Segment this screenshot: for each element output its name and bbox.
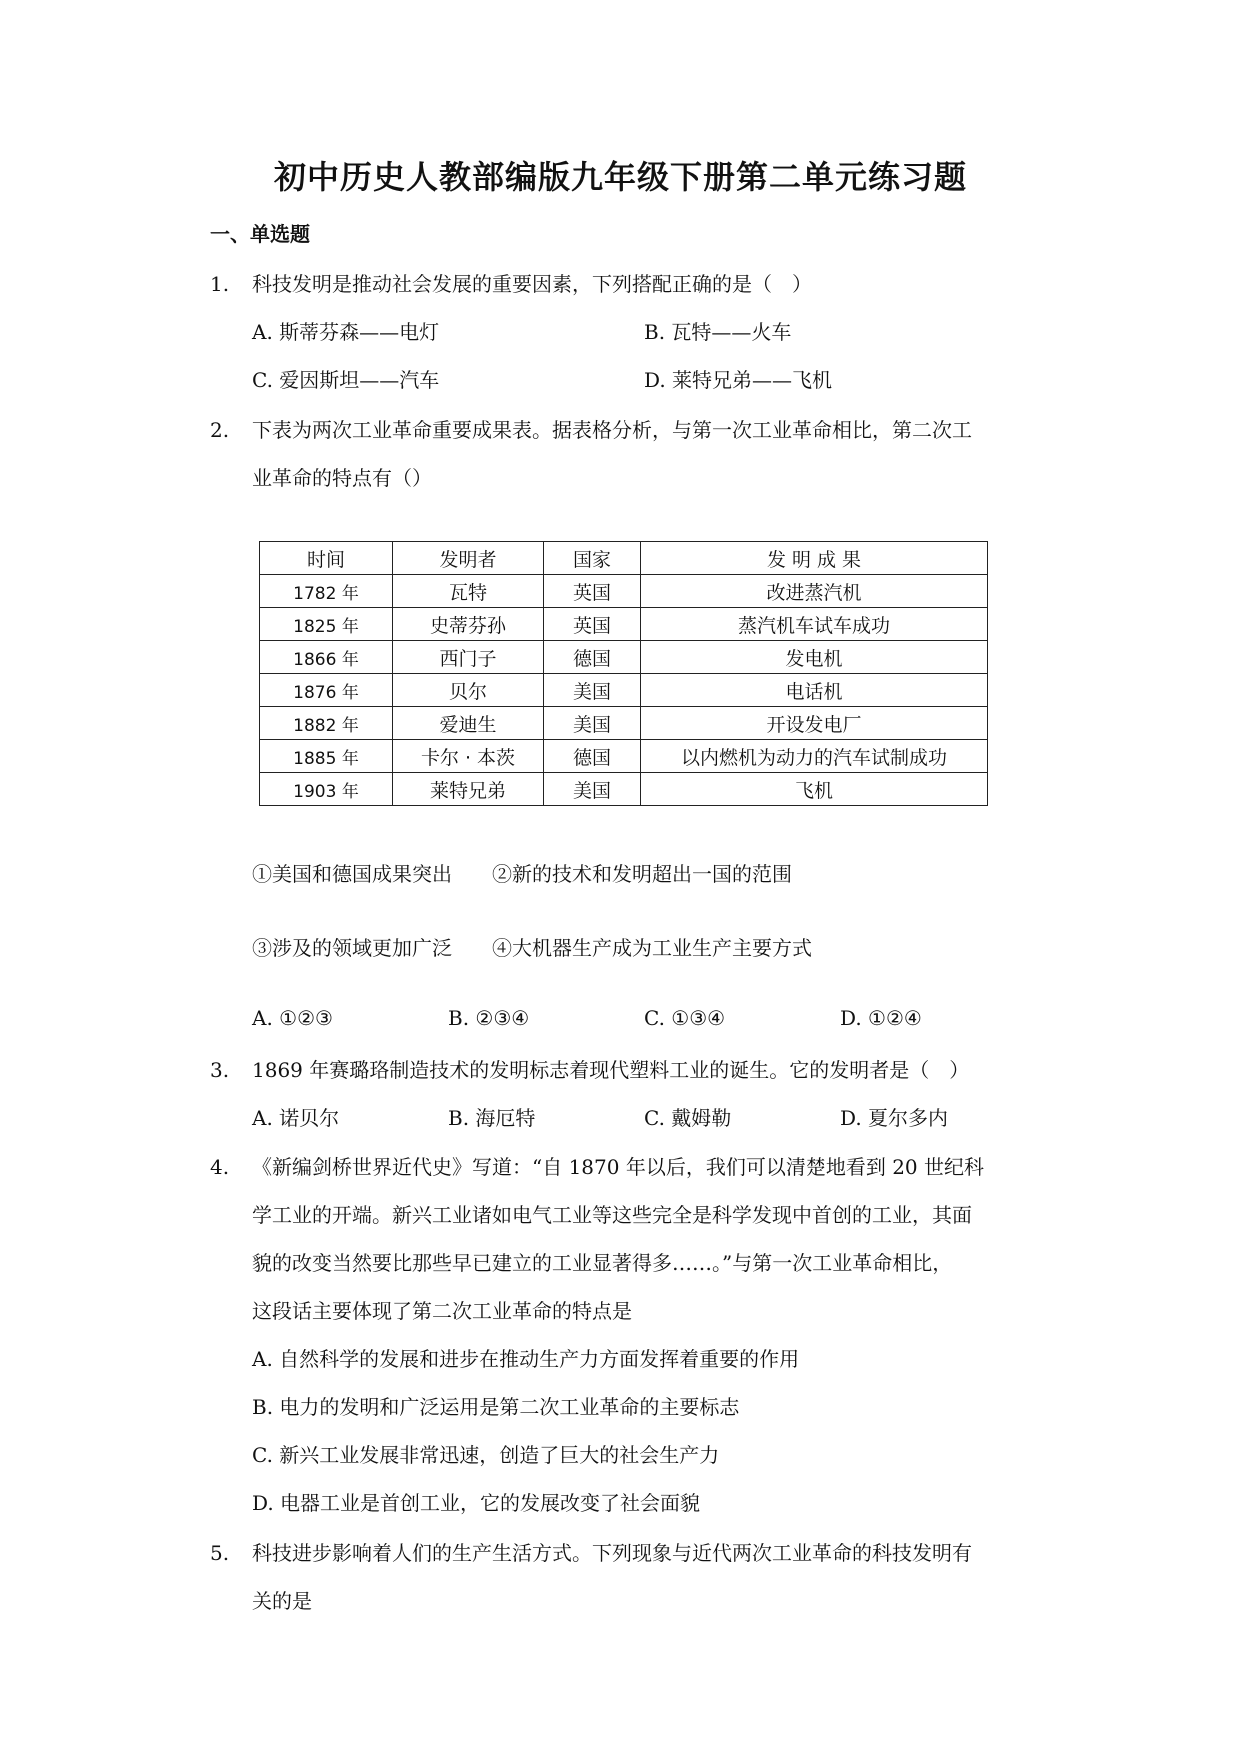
question-4-stem-line-1: 《新编剑桥世界近代史》写道：“自 1870 年以后，我们可以清楚地看到 20 世纪科 [252, 1155, 985, 1179]
table-cell: 1903 年 [260, 773, 393, 806]
q3-option-d: D. 夏尔多内 [840, 1106, 949, 1130]
question-number-4: 4. [210, 1155, 230, 1179]
table-header-country: 国家 [544, 542, 641, 575]
q1-option-c: C. 爱因斯坦——汽车 [252, 368, 440, 392]
document-title: 初中历史人教部编版九年级下册第二单元练习题 [273, 158, 967, 196]
table-cell: 改进蒸汽机 [641, 575, 988, 608]
question-5-stem-line-1: 科技进步影响着人们的生产生活方式。下列现象与近代两次工业革命的科技发明有 [252, 1541, 972, 1565]
q2-option-a: A. ①②③ [252, 1006, 333, 1030]
question-number-2: 2. [210, 418, 230, 442]
q1-option-a: A. 斯蒂芬森——电灯 [252, 320, 440, 344]
table-cell: 1782 年 [260, 575, 393, 608]
table-cell: 卡尔 · 本茨 [393, 740, 544, 773]
q4-option-c: C. 新兴工业发展非常迅速，创造了巨大的社会生产力 [252, 1443, 720, 1467]
question-3-stem: 1869 年赛璐珞制造技术的发明标志着现代塑料工业的诞生。它的发明者是（ ） [252, 1058, 970, 1082]
table-cell: 1866 年 [260, 641, 393, 674]
q3-option-b: B. 海厄特 [448, 1106, 536, 1130]
q1-option-d: D. 莱特兄弟——飞机 [644, 368, 833, 392]
table-cell: 开设发电厂 [641, 707, 988, 740]
table-header-row [260, 542, 988, 575]
table-cell: 美国 [544, 674, 641, 707]
table-cell: 贝尔 [393, 674, 544, 707]
table-cell: 爱迪生 [393, 707, 544, 740]
table-cell: 莱特兄弟 [393, 773, 544, 806]
q4-option-b: B. 电力的发明和广泛运用是第二次工业革命的主要标志 [252, 1395, 740, 1419]
table-cell: 德国 [544, 641, 641, 674]
table-row [260, 674, 988, 707]
question-number-1: 1. [210, 272, 230, 296]
table-row [260, 575, 988, 608]
q1-option-b: B. 瓦特——火车 [644, 320, 792, 344]
q2-option-c: C. ①③④ [644, 1006, 726, 1030]
table-cell: 瓦特 [393, 575, 544, 608]
table-cell: 英国 [544, 575, 641, 608]
table-cell: 英国 [544, 608, 641, 641]
table-cell: 西门子 [393, 641, 544, 674]
table-cell: 蒸汽机车试车成功 [641, 608, 988, 641]
table-cell: 美国 [544, 707, 641, 740]
question-4-stem-line-4: 这段话主要体现了第二次工业革命的特点是 [252, 1299, 632, 1323]
question-4-stem-line-3: 貌的改变当然要比那些早已建立的工业显著得多……。”与第一次工业革命相比， [252, 1251, 953, 1275]
table-cell: 1882 年 [260, 707, 393, 740]
q2-option-d: D. ①②④ [840, 1006, 922, 1030]
question-4-stem-line-2: 学工业的开端。新兴工业诸如电气工业等这些完全是科学发现中首创的工业，其面 [252, 1203, 972, 1227]
question-1-stem: 科技发明是推动社会发展的重要因素，下列搭配正确的是（ ） [252, 272, 812, 296]
question-2-stem-line-1: 下表为两次工业革命重要成果表。据表格分析，与第一次工业革命相比，第二次工 [252, 418, 972, 442]
q3-option-a: A. 诺贝尔 [252, 1106, 340, 1130]
question-number-5: 5. [210, 1541, 230, 1565]
question-5-stem-line-2: 关的是 [252, 1589, 312, 1613]
table-cell: 电话机 [641, 674, 988, 707]
q4-option-a: A. 自然科学的发展和进步在推动生产力方面发挥着重要的作用 [252, 1347, 800, 1371]
question-2-stem-line-2: 业革命的特点有（） [252, 466, 432, 490]
table-header-time: 时间 [260, 542, 393, 575]
table-cell: 1876 年 [260, 674, 393, 707]
table-row [260, 740, 988, 773]
inventions-table [259, 541, 988, 806]
question-2-statements-line-2: ③涉及的领域更加广泛 ④大机器生产成为工业生产主要方式 [252, 936, 812, 960]
table-row [260, 641, 988, 674]
table-cell: 德国 [544, 740, 641, 773]
q2-option-b: B. ②③④ [448, 1006, 530, 1030]
section-heading: 一、单选题 [210, 222, 310, 246]
table-cell: 1825 年 [260, 608, 393, 641]
table-cell: 史蒂芬孙 [393, 608, 544, 641]
table-cell: 飞机 [641, 773, 988, 806]
q4-option-d: D. 电器工业是首创工业，它的发展改变了社会面貌 [252, 1491, 701, 1515]
table-cell: 以内燃机为动力的汽车试制成功 [641, 740, 988, 773]
table-row [260, 707, 988, 740]
table-cell: 1885 年 [260, 740, 393, 773]
table-cell: 发电机 [641, 641, 988, 674]
table-header-inventor: 发明者 [393, 542, 544, 575]
table-row [260, 608, 988, 641]
table-row [260, 773, 988, 806]
question-2-statements-line-1: ①美国和德国成果突出 ②新的技术和发明超出一国的范围 [252, 862, 792, 886]
q3-option-c: C. 戴姆勒 [644, 1106, 732, 1130]
question-number-3: 3. [210, 1058, 230, 1082]
table-cell: 美国 [544, 773, 641, 806]
table-header-achievement: 发 明 成 果 [641, 542, 988, 575]
